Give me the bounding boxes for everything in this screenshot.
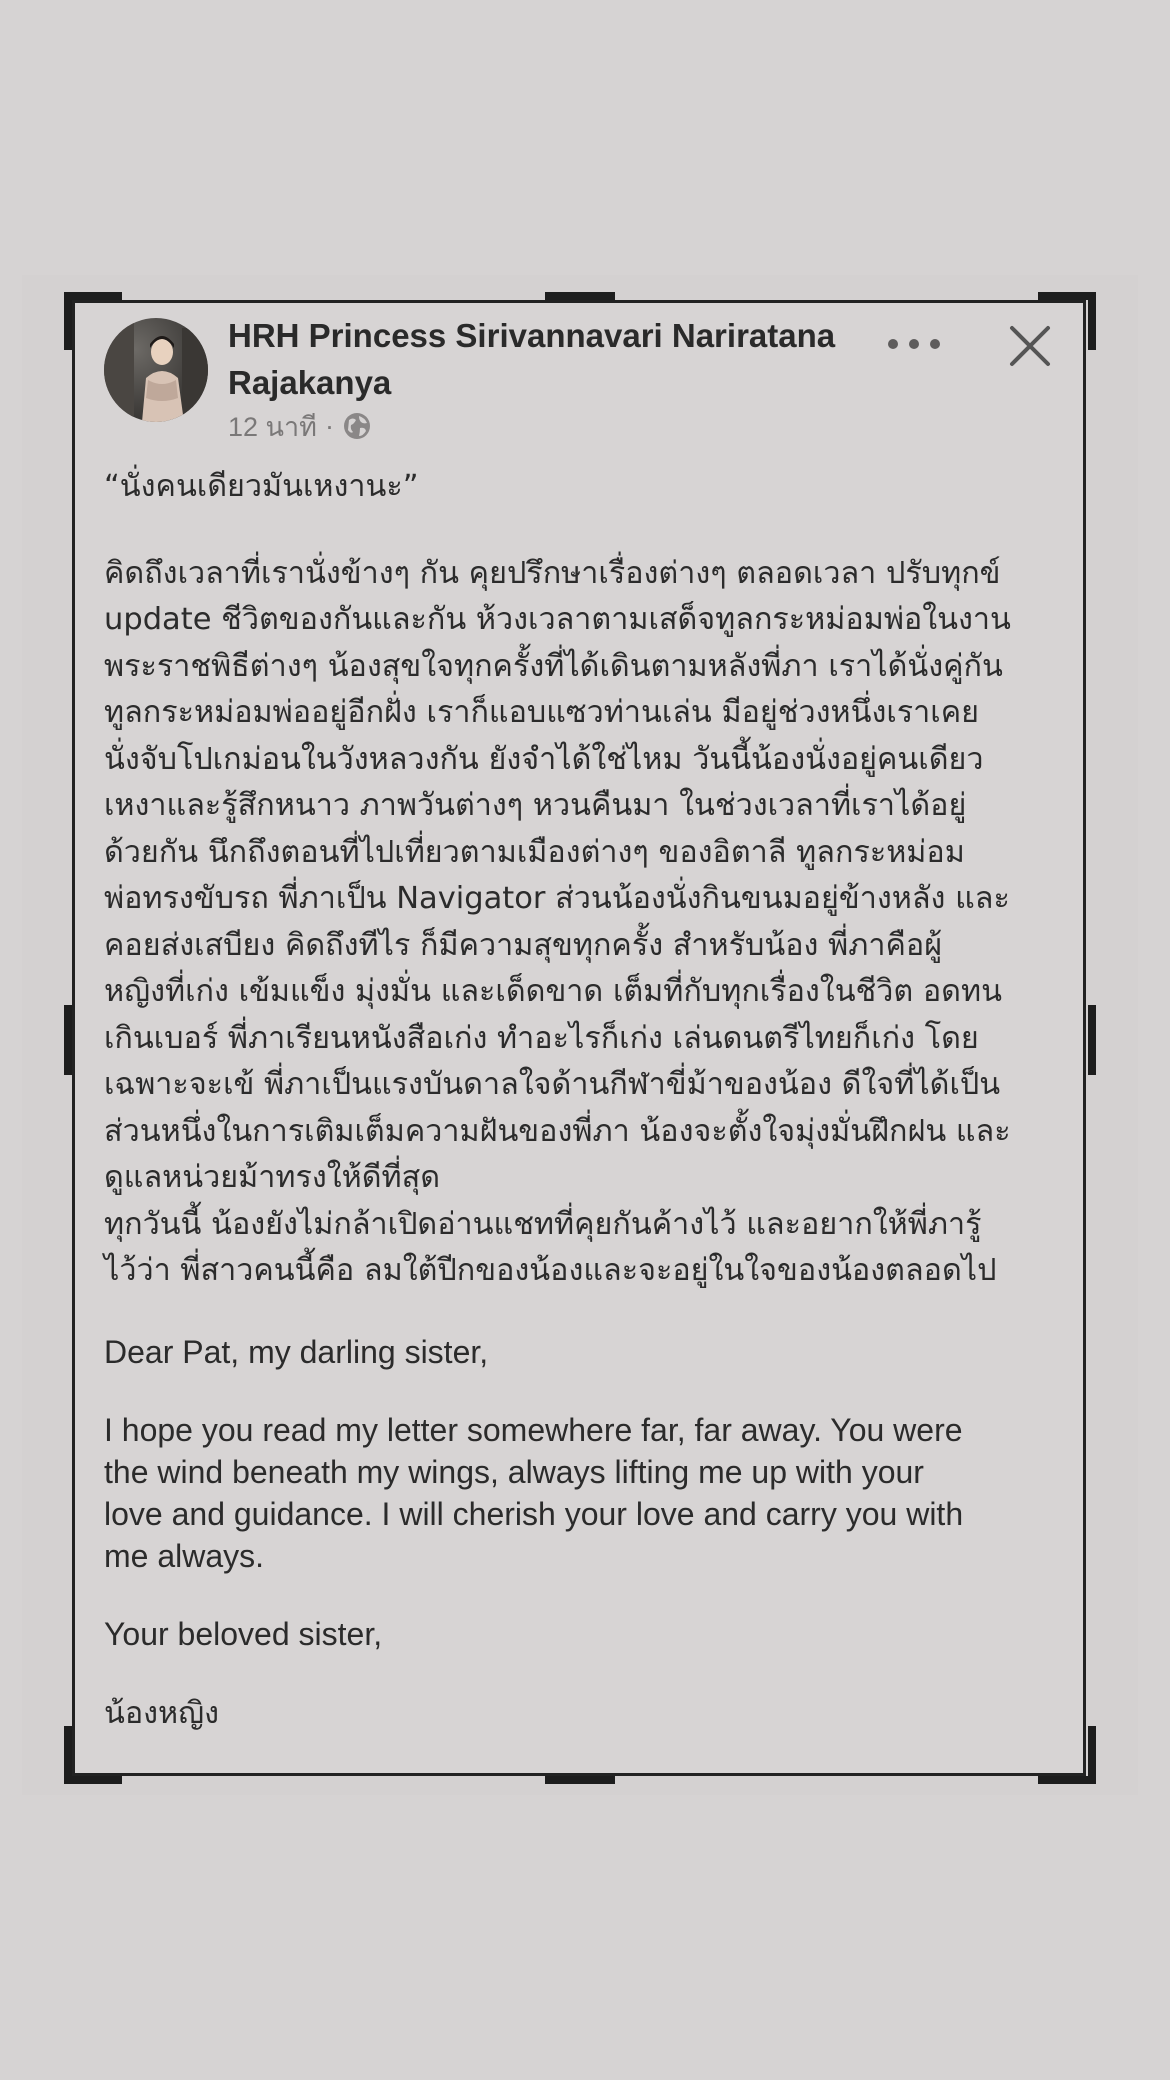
meta-separator: · bbox=[324, 410, 334, 441]
close-icon[interactable] bbox=[1008, 324, 1052, 368]
letter-closing: Your beloved sister, bbox=[104, 1615, 383, 1652]
avatar-image bbox=[104, 318, 208, 422]
letter-greeting: Dear Pat, my darling sister, bbox=[104, 1333, 489, 1370]
more-dot bbox=[930, 339, 940, 349]
paragraph-spacer bbox=[104, 1655, 1064, 1691]
paragraph-spacer bbox=[104, 511, 1064, 551]
crop-handle-bottom-left-vertical[interactable] bbox=[64, 1726, 72, 1784]
more-dot bbox=[888, 339, 898, 349]
letter-signature: น้องหญิง bbox=[104, 1695, 220, 1731]
crop-handle-bottom-right-vertical[interactable] bbox=[1088, 1726, 1096, 1784]
thai-paragraph-1: คิดถึงเวลาที่เรานั่งข้างๆ กัน คุยปรึกษาเรื่องต่างๆ ตลอดเวลา ปรับทุกข์ update ชีวิตของกันและกัน ห้วงเวลาตามเสด็จทูลกระหม่อมพ่อในงาน พระราชพิธีต่างๆ น้องสุขใจทุกครั้งที่ได้เดินตามหลังพี่ภา เราได้นั่งคู่กัน ทูลกระหม่อมพ่ออยู่อีกฝั่ง เราก็แอบแซวท่านเล่น มีอยู่ช่วงหนึ่งเราเคย นั่งจับโปเกม่อนในวังหลวงกัน ยังจำได้ใช่ไหม วันนี้น้องนั่งอยู่คนเดียว เหงาและรู้สึกหนาว ภาพวันต่างๆ หวนคืนมา ในช่วงเวลาที่เราได้อยู่ ด้วยกัน นึกถึงตอนที่ไปเที่ยวตามเมืองต่างๆ ของอิตาลี ทูลกระหม่อม พ่อทรงขับรถ พี่ภาเป็น Navigator ส่วนน้องนั่งกินขนมอยู่ข้างหลัง และ คอยส่งเสบียง คิดถึงทีไร ก็มีความสุขทุกครั้ง สำหรับน้อง พี่ภาคือผู้ หญิงที่เก่ง เข้มแข็ง มุ่งมั่น และเด็ดขาด เต็มที่กับทุกเรื่องในชีวิต อดทน เกินเบอร์ พี่ภาเรียนหนังสือเก่ง ทำอะไรก็เก่ง เล่นดนตรีไทยก็เก่ง โดย เฉพาะจะเข้ พี่ภาเป็นแรงบันดาลใจด้านกีฬาขี่ม้าของน้อง ดีใจที่ได้เป็น ส่วนหนึ่งในการเติมเต็มความฝันของพี่ภา น้องจะตั้งใจมุ่งมั่นฝึกฝน และ ดูแลหน่วยม้าทรงให้ดีที่สุด bbox=[104, 555, 1011, 1195]
crop-handle-top-middle[interactable] bbox=[545, 292, 615, 300]
post-meta bbox=[228, 406, 372, 446]
globe-icon[interactable] bbox=[342, 411, 372, 441]
crop-handle-right-middle[interactable] bbox=[1088, 1005, 1096, 1075]
more-dot bbox=[909, 339, 919, 349]
more-horizontal-icon[interactable] bbox=[888, 326, 940, 362]
paragraph-spacer bbox=[104, 1373, 1064, 1409]
crop-handle-top-right-vertical[interactable] bbox=[1088, 292, 1096, 350]
crop-handle-top-left[interactable] bbox=[64, 292, 122, 300]
crop-handle-bottom-middle[interactable] bbox=[545, 1776, 615, 1784]
crop-handle-left-middle[interactable] bbox=[64, 1005, 72, 1075]
crop-handle-top-left-vertical[interactable] bbox=[64, 292, 72, 350]
paragraph-spacer bbox=[104, 1577, 1064, 1613]
paragraph-spacer bbox=[104, 1295, 1064, 1331]
thai-paragraph-2: ทุกวันนี้ น้องยังไม่กล้าเปิดอ่านแชทที่คุยกันค้างไว้ และอยากให้พี่ภารู้ ไว้ว่า พี่สาวคนนี้คือ ลมใต้ปีกของน้องและจะอยู่ในใจของน้องตลอดไป bbox=[104, 1206, 997, 1288]
english-paragraph: I hope you read my letter somewhere far, far away. You were the wind beneath my wings, always lifting me up with your love and guidance. I will cherish your love and carry you with me always. bbox=[104, 1411, 964, 1574]
author-name[interactable]: HRH Princess Sirivannavari Nariratana Rajakanya bbox=[228, 317, 836, 401]
post-title-quote: “นั่งคนเดียวมันเหงานะ” bbox=[104, 469, 419, 504]
avatar[interactable] bbox=[104, 318, 208, 422]
crop-handle-bottom-left[interactable] bbox=[64, 1776, 122, 1784]
post-timestamp[interactable]: 12 นาที bbox=[228, 411, 317, 442]
post-body bbox=[104, 464, 1064, 1737]
